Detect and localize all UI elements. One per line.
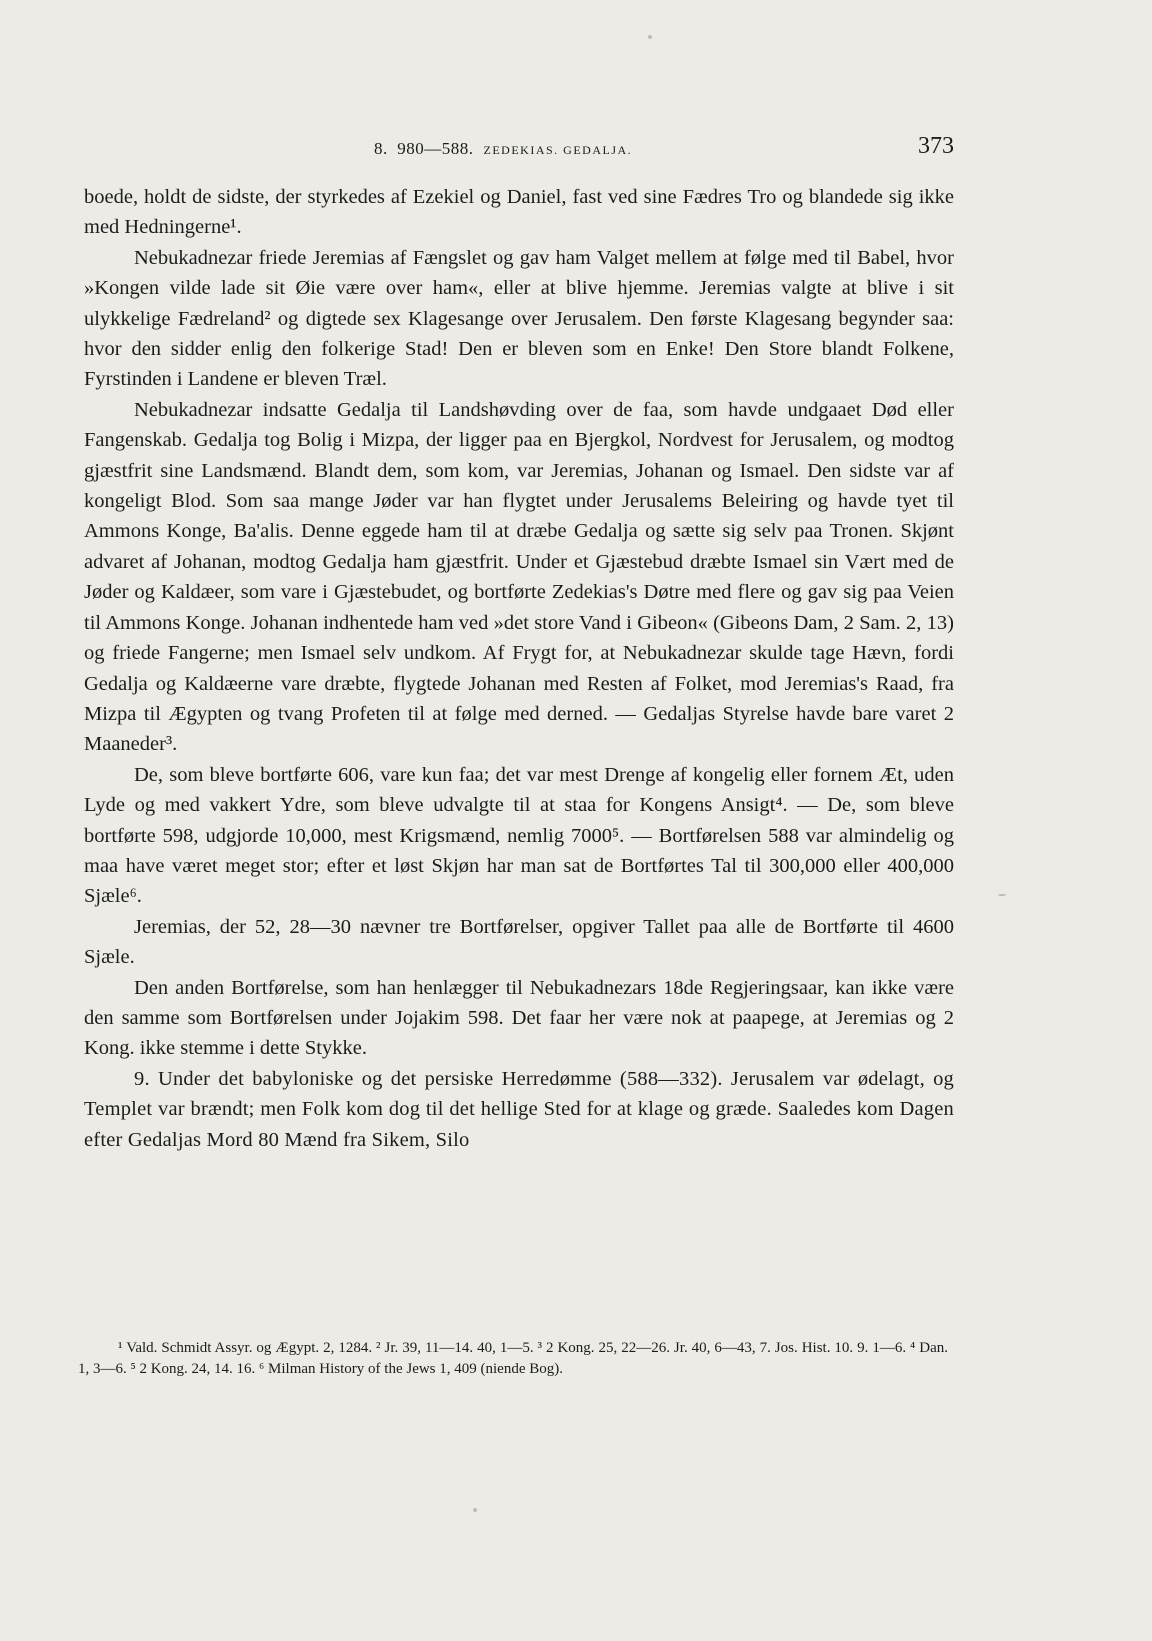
paper-speck (473, 1508, 477, 1512)
paragraph-7-section-9: 9. Under det babyloniske og det persiske Herredømme (588—332). Jerusalem var ødelagt, og Templet var brændt; men Folk kom dog til det hellige Sted for at klage og græde. Saaledes kom Dagen efter Gedaljas Mord 80 Mænd fra Sikem, Silo (84, 1067, 954, 1151)
paragraph-6: Den anden Bortførelse, som han henlægger til Nebukadnezars 18de Regjeringsaar, kan ikke være den samme som Bortførelsen under Jojakim 598. Det faar her være nok at paapege, at Jeremias og 2 Kong. ikke stemme i dette Stykke. (84, 976, 954, 1060)
paragraph-1: boede, holdt de sidste, der styrkedes af Ezekiel og Daniel, fast ved sine Fædres Tro og blandede sig ikke med Hedningerne¹. (84, 186, 954, 239)
paper-speck (998, 894, 1006, 896)
footnote-block: ¹ Vald. Schmidt Assyr. og Ægypt. 2, 1284. ² Jr. 39, 11—14. 40, 1—5. ³ 2 Kong. 25, 22—26. Jr. 40, 6—43, 7. Jos. Hist. 10. 9. 1—6. ⁴ Dan. 1, 3—6. ⁵ 2 Kong. 24, 14. 16. ⁶ Milman History of the Jews 1, 409 (niende Bog). (78, 1340, 948, 1377)
paragraph-5: Jeremias, der 52, 28—30 nævner tre Bortførelser, opgiver Tallet paa alle de Bortførte til 4600 Sjæle. (84, 915, 954, 969)
paragraph-3: Nebukadnezar indsatte Gedalja til Landshøvding over de faa, som havde undgaaet Død eller Fangenskab. Gedalja tog Bolig i Mizpa, der ligger paa en Bjergkol, Nordvest for Jerusalem, og modtog gjæstfrit sine Landsmænd. Blandt dem, som kom, var Jeremias, Johanan og Ismael. Den sidste var af kongeligt Blod. Som saa mange Jøder var han flygtet under Jerusalems Beleiring og havde tyet til Ammons Konge, Ba'alis. Denne eggede ham til at dræbe Gedalja og sætte sig selv paa Tronen. Skjønt advaret af Johanan, modtog Gedalja ham gjæstfrit. Under et Gjæstebud dræbte Ismael sin Vært med de Jøder og Kaldæer, som vare i Gjæstebudet, og bortførte Zedekias's Døtre med flere og gav sig paa Veien til Ammons Konge. Johanan indhentede ham ved »det store Vand i Gibeon« (Gibeons Dam, 2 Sam. 2, 13) og friede Fangerne; men Ismael selv undkom. Af Frygt for, at Nebukadnezar skulde tage Hævn, fordi Gedalja og Kaldæerne vare dræbte, flygtede Johanan med Resten af Folket, mod Jeremias's Raad, fra Mizpa til Ægypten og tvang Profeten til at følge med derned. — Gedaljas Styrelse havde bare varet 2 Maaneder³. (84, 398, 954, 756)
footnotes (78, 1338, 948, 1380)
paper-speck (648, 35, 652, 39)
header-left (374, 139, 632, 159)
paragraph-4: De, som bleve bortførte 606, vare kun faa; det var mest Drenge af kongelig eller fornem Æt, uden Lyde og med vakkert Ydre, som bleve udvalgte til at staa for Kongens Ansigt⁴. — De, som bleve bortførte 598, udgjorde 10,000, mest Krigsmænd, nemlig 7000⁵. — Bortførelsen 588 var almindelig og maa have været meget stor; efter et løst Skjøn har man sat de Bortførtes Tal til 300,000 eller 400,000 Sjæle⁶. (84, 763, 954, 908)
paragraph-2: Nebukadnezar friede Jeremias af Fængslet og gav ham Valget mellem at følge med til Babel, hvor »Kongen vilde lade sit Øie være over ham«, eller at blive hjemme. Jeremias valgte at blive i sit ulykkelige Fædreland² og digtede sex Klagesange over Jerusalem. Den første Klagesang begynder saa: hvor den sidder enlig den folkerige Stad! Den er bleven som en Enke! Den Store blandt Folkene, Fyrstinden i Landene er bleven Træl. (84, 246, 954, 391)
header-section: 8. (374, 139, 388, 158)
header-range: 980—588. (397, 139, 474, 158)
running-header (84, 133, 954, 163)
body-text (84, 182, 954, 1155)
page-number: 373 (918, 133, 954, 159)
header-title: ZEDEKIAS. GEDALJA. (483, 143, 633, 157)
